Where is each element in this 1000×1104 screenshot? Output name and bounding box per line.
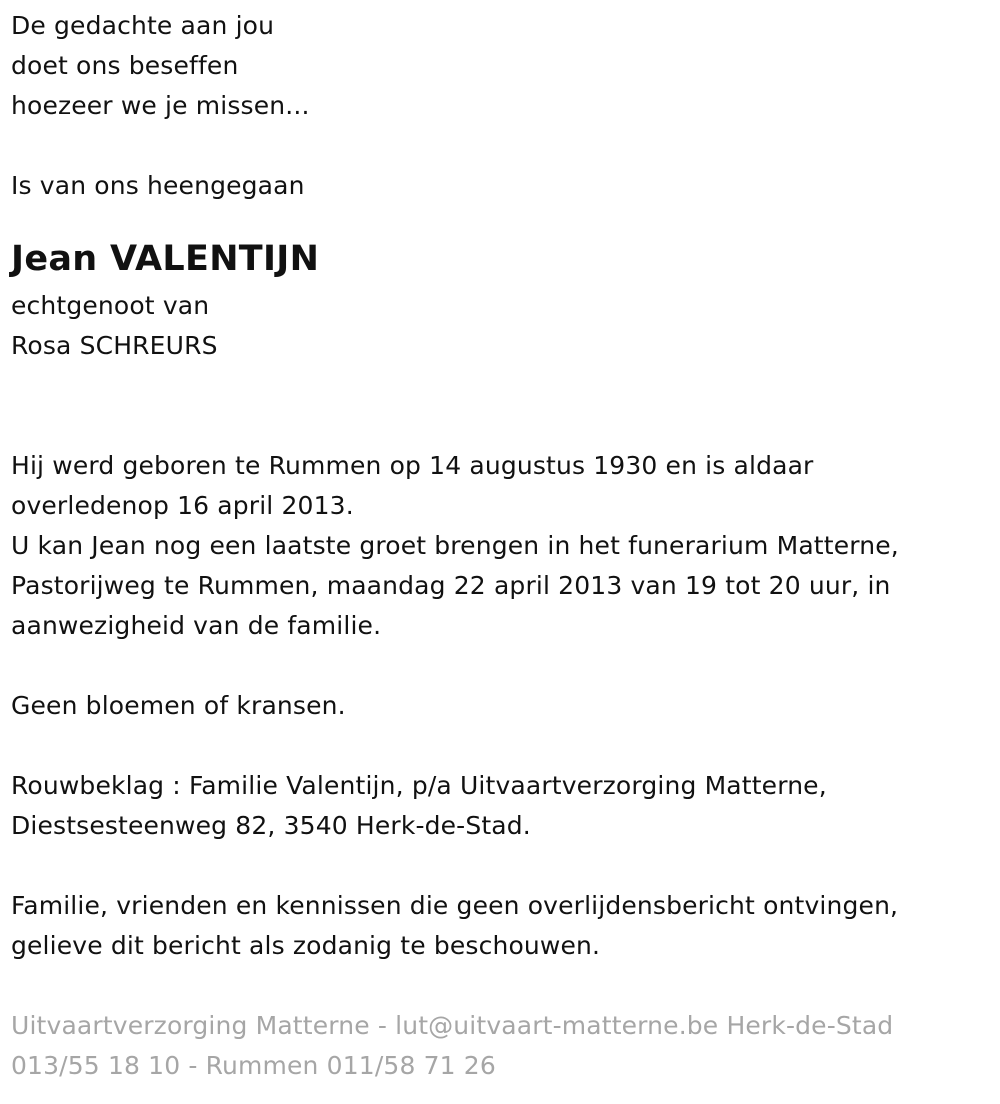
spouse-name: Rosa SCHREURS [11, 331, 218, 360]
funeral-home-footer [11, 1006, 991, 1086]
deceased-name: Jean VALENTIJN [11, 239, 320, 279]
poem-line: doet ons beseffen [11, 51, 239, 80]
body-line: Hij werd geboren te Rummen op 14 augustus 1930 en is aldaar [11, 451, 814, 480]
footer-line: Uitvaartverzorging Matterne - lut@uitvaart-matterne.be Herk-de-Stad [11, 1011, 894, 1040]
obituary-notice [11, 6, 991, 1086]
condolences-paragraph [11, 766, 991, 846]
condolences-line: Diestsesteenweg 82, 3540 Herk-de-Stad. [11, 811, 531, 840]
spouse-label: echtgenoot van [11, 291, 210, 320]
flowers-note: Geen bloemen of kransen. [11, 691, 346, 720]
spacer [11, 966, 991, 1006]
notice-line: gelieve dit bericht als zodanig te beschouwen. [11, 931, 601, 960]
spacer [11, 646, 991, 686]
notice-paragraph [11, 886, 991, 966]
poem-line: hoezeer we je missen... [11, 91, 310, 120]
body-line: U kan Jean nog een laatste groet brengen in het funerarium Matterne, [11, 531, 899, 560]
spacer [11, 366, 991, 446]
poem [11, 6, 991, 126]
body-line: aanwezigheid van de familie. [11, 611, 382, 640]
condolences-line: Rouwbeklag : Familie Valentijn, p/a Uitvaartverzorging Matterne, [11, 771, 827, 800]
poem-line: De gedachte aan jou [11, 11, 275, 40]
body-line: overledenop 16 april 2013. [11, 491, 354, 520]
spacer [11, 126, 991, 166]
notice-line: Familie, vrienden en kennissen die geen overlijdensbericht ontvingen, [11, 891, 899, 920]
body-paragraph [11, 446, 991, 646]
spacer [11, 846, 991, 886]
footer-line: 013/55 18 10 - Rummen 011/58 71 26 [11, 1051, 496, 1080]
spacer [11, 206, 991, 232]
spacer [11, 726, 991, 766]
body-line: Pastorijweg te Rummen, maandag 22 april 2013 van 19 tot 20 uur, in [11, 571, 891, 600]
intro-text: Is van ons heengegaan [11, 171, 305, 200]
